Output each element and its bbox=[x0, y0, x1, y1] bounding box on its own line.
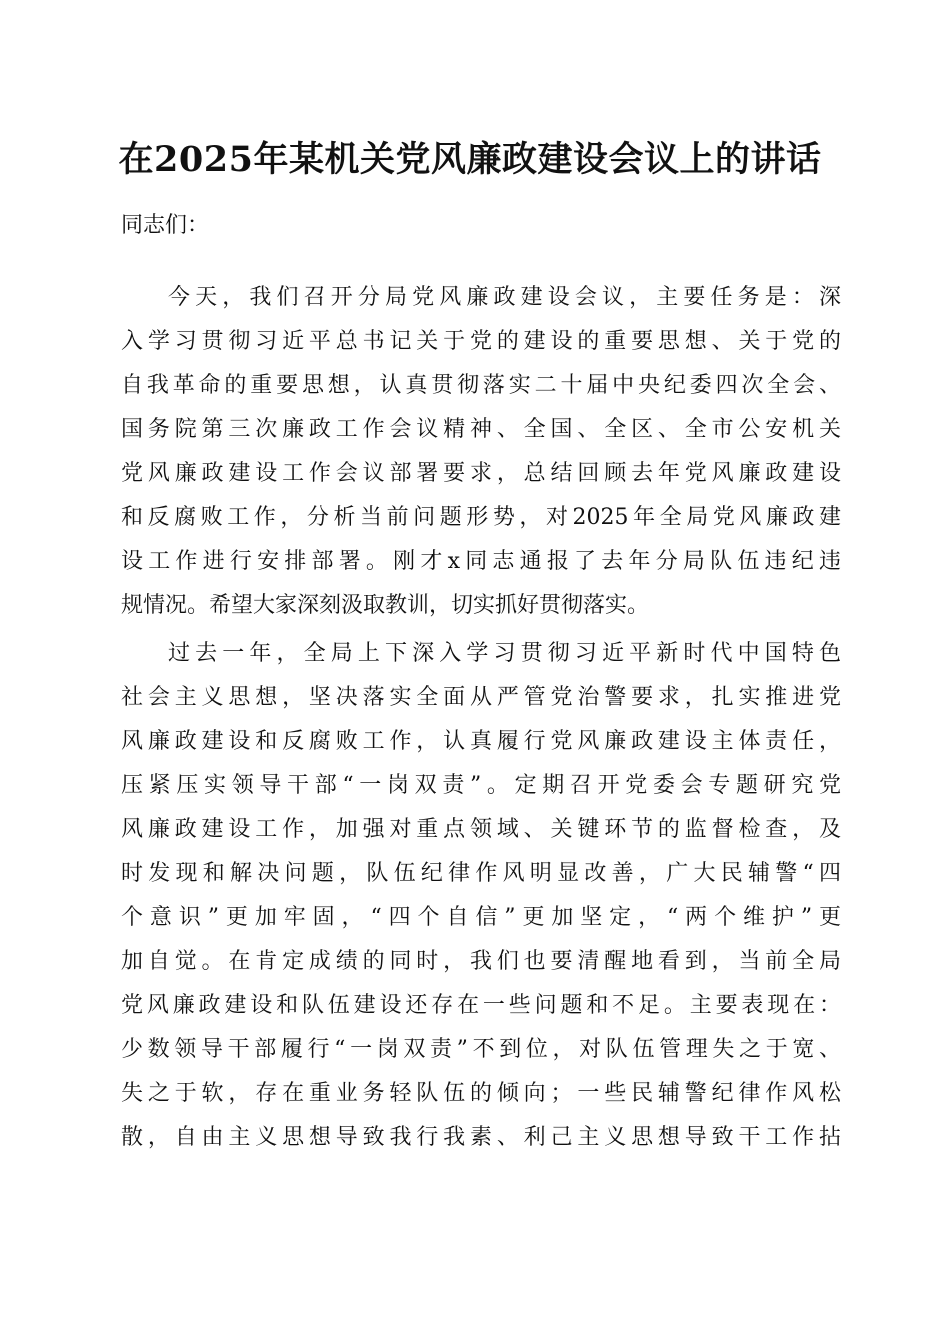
paragraph-1-line-2: 入学习贯彻习近平总书记关于党的建设的重要思想、关于党的 bbox=[121, 329, 841, 354]
paragraph-2-line-8: 加自觉。在肯定成绩的同时，我们也要清醒地看到，当前全局 bbox=[121, 949, 841, 974]
paragraph-2-line-7: 个意识”更加牢固，“四个自信”更加坚定，“两个维护”更 bbox=[121, 905, 841, 930]
paragraph-2-line-6: 时发现和解决问题，队伍纪律作风明显改善，广大民辅警“四 bbox=[121, 861, 841, 886]
paragraph-1-line-4: 国务院第三次廉政工作会议精神、全国、全区、全市公安机关 bbox=[121, 417, 841, 442]
paragraph-2-line-5: 风廉政建设工作，加强对重点领域、关键环节的监督检查，及 bbox=[121, 817, 841, 842]
paragraph-2-line-12: 散，自由主义思想导致我行我素、利己主义思想导致干工作拈 bbox=[121, 1125, 841, 1150]
document-title: 在2025年某机关党风廉政建设会议上的讲话 bbox=[118, 139, 822, 180]
paragraph-2-line-2: 社会主义思想，坚决落实全面从严管党治警要求，扎实推进党 bbox=[121, 685, 841, 710]
paragraph-1-line-6: 和反腐败工作，分析当前问题形势，对2025年全局党风廉政建 bbox=[121, 505, 841, 530]
paragraph-1-line-7: 设工作进行安排部署。刚才x同志通报了去年分局队伍违纪违 bbox=[121, 549, 841, 574]
paragraph-2-line-11: 失之于软，存在重业务轻队伍的倾向；一些民辅警纪律作风松 bbox=[121, 1081, 841, 1106]
paragraph-1-line-1: 今天，我们召开分局党风廉政建设会议，主要任务是：深 bbox=[168, 285, 841, 310]
paragraph-1-line-3: 自我革命的重要思想，认真贯彻落实二十届中央纪委四次全会、 bbox=[121, 373, 841, 398]
paragraph-1-line-8: 规情况。希望大家深刻汲取教训，切实抓好贯彻落实。 bbox=[121, 593, 650, 618]
salutation: 同志们： bbox=[121, 213, 210, 238]
paragraph-2-line-3: 风廉政建设和反腐败工作，认真履行党风廉政建设主体责任， bbox=[121, 729, 841, 754]
paragraph-1-line-5: 党风廉政建设工作会议部署要求，总结回顾去年党风廉政建设 bbox=[121, 461, 841, 486]
paragraph-2-line-1: 过去一年，全局上下深入学习贯彻习近平新时代中国特色 bbox=[168, 641, 841, 666]
paragraph-2-line-4: 压紧压实领导干部“一岗双责”。定期召开党委会专题研究党 bbox=[121, 773, 841, 798]
paragraph-2-line-9: 党风廉政建设和队伍建设还存在一些问题和不足。主要表现在： bbox=[121, 993, 841, 1018]
paragraph-2-line-10: 少数领导干部履行“一岗双责”不到位，对队伍管理失之于宽、 bbox=[121, 1037, 841, 1062]
